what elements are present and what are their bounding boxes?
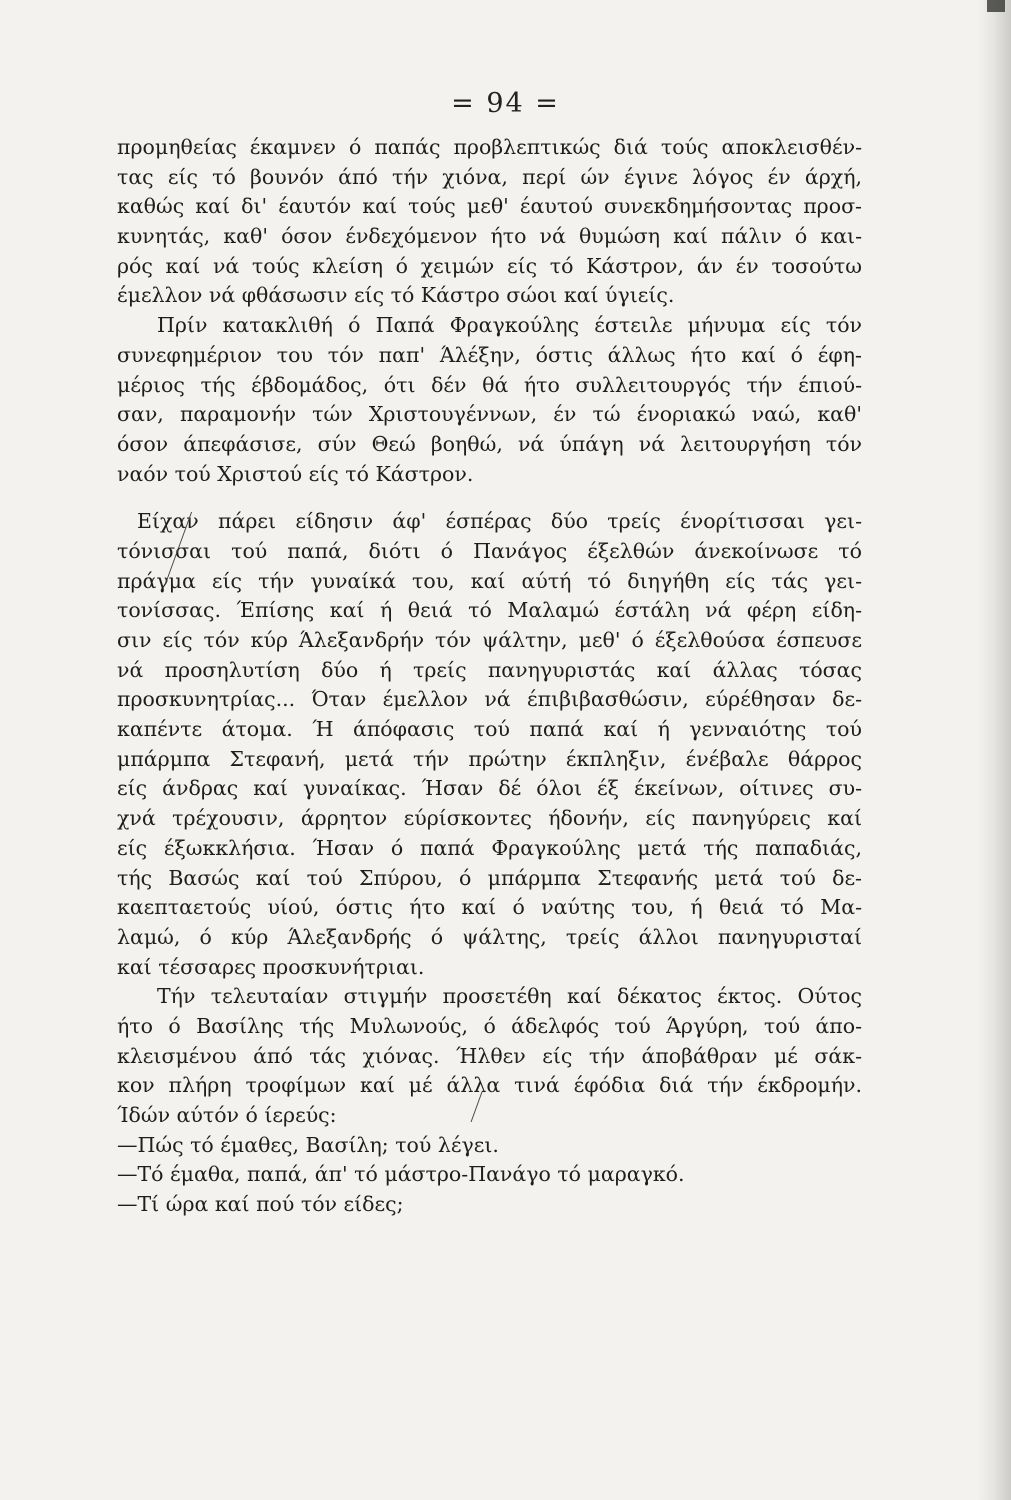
text-line: προμηθείας έκαμνεν ό παπάς προβλεπτικώς διά τούς αποκλεισθέν- [117, 135, 862, 159]
text-line: πράγμα είς τήν γυναίκά του, καί αύτή τό διηγήθη είς τάς γει- [117, 568, 862, 593]
text-line: —Τί ώρα καί πού τόν είδες; [117, 1192, 404, 1217]
text-line: σαν, παραμονήν τών Χριστουγέννων, έν τώ ένοριακώ ναώ, καθ' [117, 402, 862, 427]
text-line: συνεφημέριον του τόν παπ' Άλέξην, όστις άλλως ήτο καί ό έφη- [117, 342, 862, 367]
text-line: ναόν τού Χριστού είς τό Κάστρον. [117, 461, 474, 486]
text-line: είς άνδρας καί γυναίκας. Ήσαν δέ όλοι έξ έκείνων, οίτινες συ- [117, 776, 862, 801]
text-line: λαμώ, ό κύρ Άλεξανδρής ό ψάλτης, τρείς άλλοι πανηγυρισταί [117, 924, 862, 949]
text-line: καπέντε άτομα. Ή άπόφασις τού παπά καί ή γενναιότης τού [117, 717, 862, 742]
text-line: είς έξωκκλήσια. Ήσαν ό παπά Φραγκούλης μετά τής παπαδιάς, [117, 835, 862, 860]
text-line: νά προσηλυτίση δύο ή τρείς πανηγυριστάς καί άλλας τόσας [117, 657, 862, 682]
text-line: έμελλον νά φθάσωσιν είς τό Κάστρο σώοι καί ύγιείς. [117, 283, 675, 308]
text-line: τας είς τό βουνόν άπό τήν χιόνα, περί ών έγινε λόγος έν άρχή, [117, 164, 862, 189]
text-line: —Τό έμαθα, παπά, άπ' τό μάστρο-Πανάγο τό μαραγκό. [117, 1162, 685, 1187]
text-line: τόνισσαι τού παπά, διότι ό Πανάγος έξελθών άνεκοίνωσε τό [117, 538, 862, 563]
text-line: μπάρμπα Στεφανή, μετά τήν πρώτην έκπληξιν, ένέβαλε θάρρος [117, 746, 862, 771]
text-line: ήτο ό Βασίλης τής Μυλωνούς, ό άδελφός τού Άργύρη, τού άπο- [117, 1013, 862, 1038]
page-edge-shadow [977, 0, 1011, 1500]
text-line: —Πώς τό έμαθες, Βασίλη; τού λέγει. [117, 1132, 499, 1157]
text-line: τονίσσας. Έπίσης καί ή θειά τό Μαλαμώ έστάλη νά φέρη είδη- [117, 598, 862, 623]
text-line: χνά τρέχουσιν, άρρητον εύρίσκοντες ήδονήν, είς πανηγύρεις καί [117, 806, 862, 831]
page-number: = 94 = [451, 88, 560, 119]
text-line: Τήν τελευταίαν στιγμήν προσετέθη καί δέκατος έκτος. Ούτος [157, 984, 862, 1009]
text-line: καεπταετούς υίού, όστις ήτο καί ό ναύτης του, ή θειά τό Μα- [117, 895, 862, 920]
text-line: σιν είς τόν κύρ Άλεξανδρήν τόν ψάλτην, μεθ' ό έξελθούσα έσπευσε [117, 628, 862, 652]
text-line: Είχαν πάρει είδησιν άφ' έσπέρας δύο τρείς ένορίτισσαι γει- [137, 509, 862, 534]
text-line: όσον άπεφάσισε, σύν Θεώ βοηθώ, νά ύπάγη νά λειτουργήση τόν [117, 431, 862, 456]
text-line: καί τέσσαρες προσκυνήτριαι. [117, 954, 425, 979]
text-line: προσκυνητρίας... Όταν έμελλον νά έπιβιβασθώσιν, εύρέθησαν δε- [117, 687, 862, 712]
text-line: κλεισμένου άπό τάς χιόνας. Ήλθεν είς τήν άποβάθραν μέ σάκ- [117, 1043, 862, 1068]
text-line: Ίδών αύτόν ό ίερεύς: [117, 1103, 337, 1127]
text-line: καθώς καί δι' έαυτόν καί τούς μεθ' έαυτού συνεκδημήσοντας προσ- [117, 194, 862, 219]
text-line: ρός καί νά τούς κλείση ό χειμών είς τό Κάστρον, άν έν τοσούτω [117, 253, 862, 278]
paragraph-gap [117, 489, 862, 507]
text-line: κυνητάς, καθ' όσον ένδεχόμενον ήτο νά θυμώση καί πάλιν ό και- [117, 224, 862, 249]
text-line: κον πλήρη τροφίμων καί μέ άλλα τινά έφόδια διά τήν έκδρομήν. [117, 1073, 862, 1098]
body-text [117, 133, 862, 1220]
corner-mark [987, 0, 1005, 12]
text-line: μέριος τής έβδομάδος, ότι δέν θά ήτο συλλειτουργός τήν έπιού- [117, 372, 862, 397]
text-line: τής Βασώς καί τού Σπύρου, ό μπάρμπα Στεφανής μετά τού δε- [117, 865, 862, 890]
text-line: Πρίν κατακλιθή ό Παπά Φραγκούλης έστειλε μήνυμα είς τόν [157, 313, 862, 338]
